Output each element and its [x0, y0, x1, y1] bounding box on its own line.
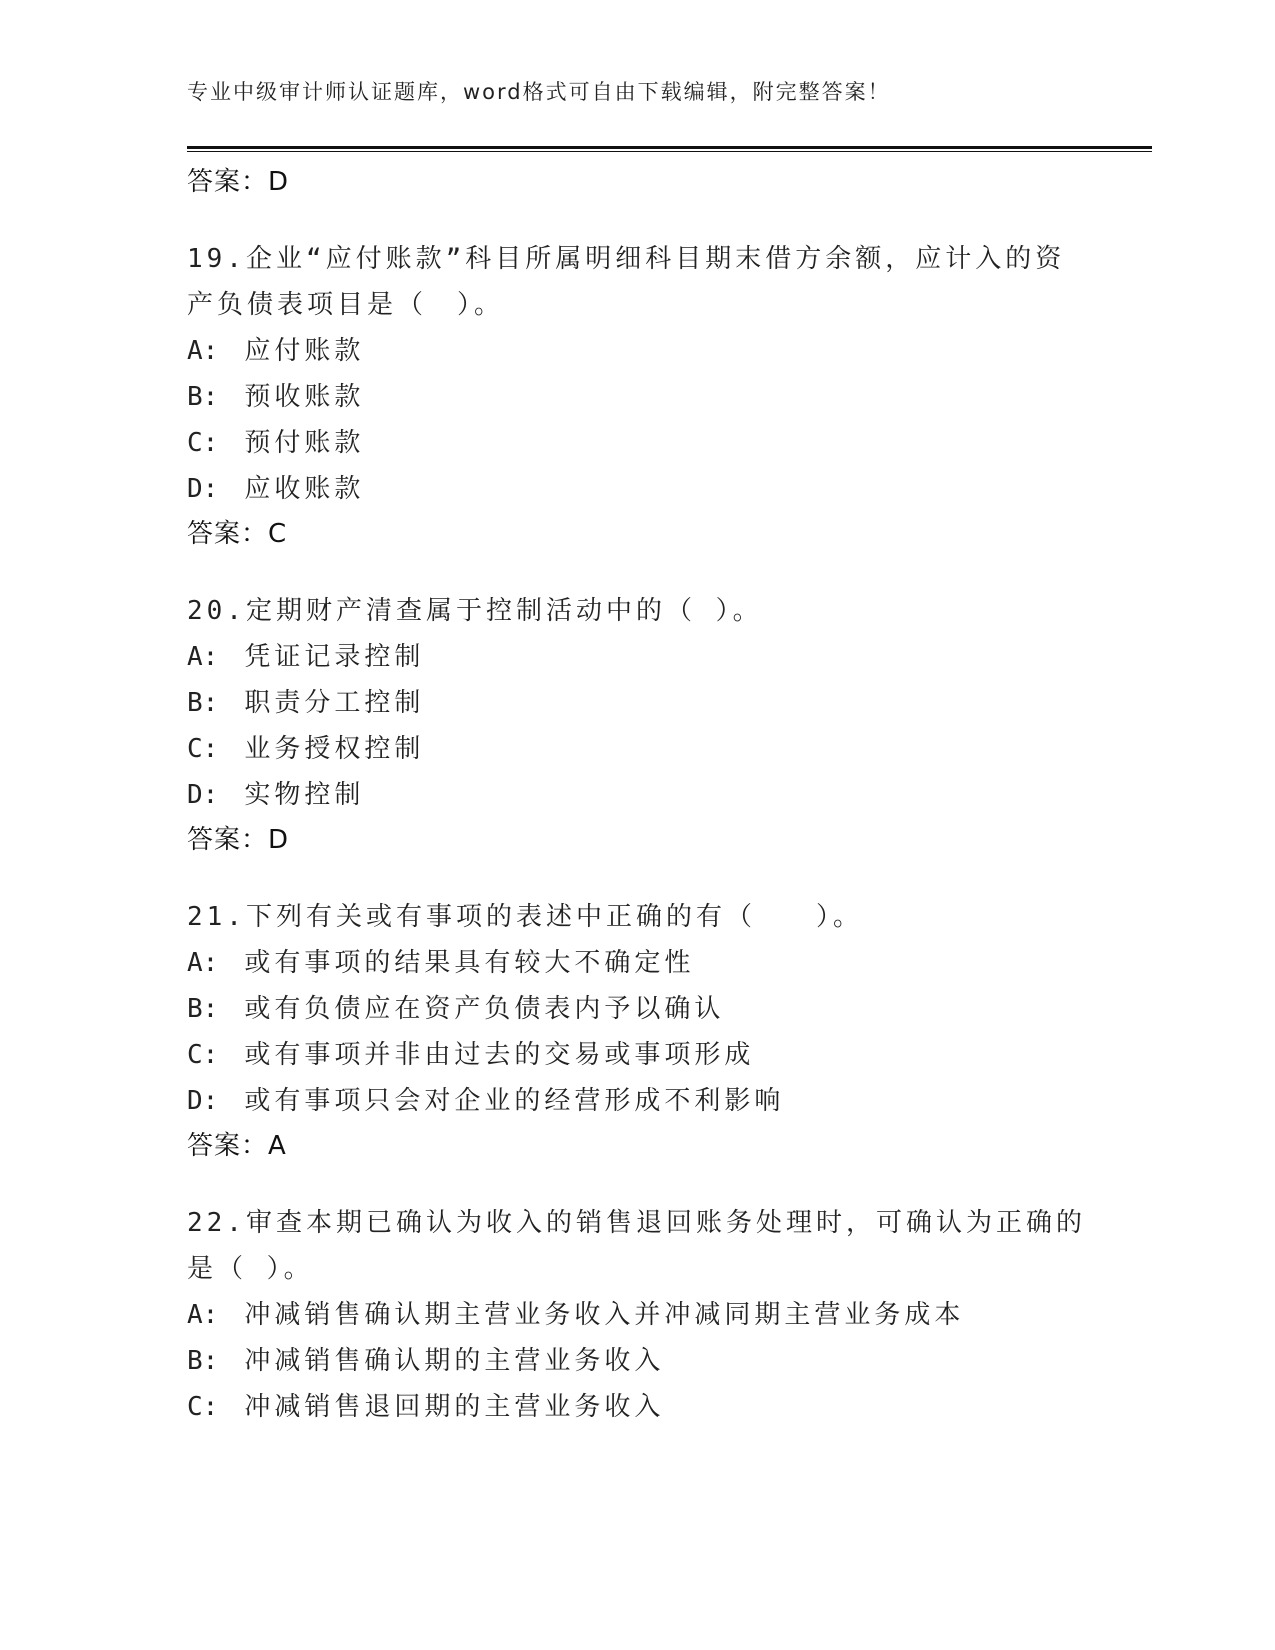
option-letter: B: — [187, 994, 219, 1024]
option-d — [187, 466, 1087, 512]
option-text: 或有事项并非由过去的交易或事项形成 — [244, 1040, 755, 1070]
previous-answer: 答案：D — [187, 167, 290, 197]
option-text: 预付账款 — [244, 428, 365, 458]
option-c — [187, 420, 1087, 466]
option-text: 或有事项只会对企业的经营形成不利影响 — [244, 1086, 785, 1116]
option-text: 应收账款 — [244, 474, 365, 504]
option-letter: B: — [187, 382, 219, 412]
option-letter: D: — [187, 1086, 219, 1116]
option-a — [187, 634, 1087, 680]
option-letter: C: — [187, 428, 219, 458]
question-22 — [187, 1200, 1087, 1430]
option-a — [187, 328, 1087, 374]
answer-line: 答案：A — [187, 1131, 287, 1161]
option-text: 冲减销售确认期的主营业务收入 — [244, 1346, 665, 1376]
document-header: 专业中级审计师认证题库，word格式可自由下载编辑，附完整答案！ — [187, 80, 891, 104]
option-letter: A: — [187, 948, 219, 978]
question-stem: 19.企业“应付账款”科目所属明细科目期末借方余额，应计入的资产负债表项目是（ ）。 — [187, 244, 1066, 320]
header-rule-thin — [187, 151, 1152, 152]
option-d — [187, 772, 1087, 818]
option-letter: A: — [187, 1300, 219, 1330]
header-rule-thick — [187, 146, 1152, 149]
option-text: 冲减销售确认期主营业务收入并冲减同期主营业务成本 — [244, 1300, 965, 1330]
option-text: 凭证记录控制 — [244, 642, 425, 672]
option-text: 职责分工控制 — [244, 688, 425, 718]
question-21 — [187, 894, 1087, 1168]
option-letter: B: — [187, 688, 219, 718]
option-b — [187, 680, 1087, 726]
option-letter: C: — [187, 1040, 219, 1070]
answer-line: 答案：D — [187, 825, 290, 855]
option-letter: A: — [187, 642, 219, 672]
option-text: 或有负债应在资产负债表内予以确认 — [244, 994, 725, 1024]
question-stem: 20.定期财产清查属于控制活动中的（ ）。 — [187, 596, 763, 626]
answer-line: 答案：C — [187, 519, 288, 549]
option-text: 实物控制 — [244, 780, 365, 810]
option-letter: C: — [187, 734, 219, 764]
question-stem: 21.下列有关或有事项的表述中正确的有（ ）。 — [187, 902, 863, 932]
option-b — [187, 374, 1087, 420]
question-20 — [187, 588, 1087, 862]
option-a — [187, 1292, 1087, 1338]
option-c — [187, 1384, 1087, 1430]
option-c — [187, 1032, 1087, 1078]
option-b — [187, 1338, 1087, 1384]
option-letter: C: — [187, 1392, 219, 1422]
option-text: 或有事项的结果具有较大不确定性 — [244, 948, 695, 978]
option-letter: D: — [187, 780, 219, 810]
option-d — [187, 1078, 1087, 1124]
option-b — [187, 986, 1087, 1032]
option-text: 业务授权控制 — [244, 734, 425, 764]
option-letter: A: — [187, 336, 219, 366]
option-a — [187, 940, 1087, 986]
option-text: 应付账款 — [244, 336, 365, 366]
option-letter: B: — [187, 1346, 219, 1376]
option-text: 冲减销售退回期的主营业务收入 — [244, 1392, 665, 1422]
question-stem: 22.审查本期已确认为收入的销售退回账务处理时，可确认为正确的是（ ）。 — [187, 1208, 1086, 1284]
option-text: 预收账款 — [244, 382, 365, 412]
question-list — [187, 160, 1087, 1462]
question-19 — [187, 236, 1087, 556]
option-letter: D: — [187, 474, 219, 504]
option-c — [187, 726, 1087, 772]
